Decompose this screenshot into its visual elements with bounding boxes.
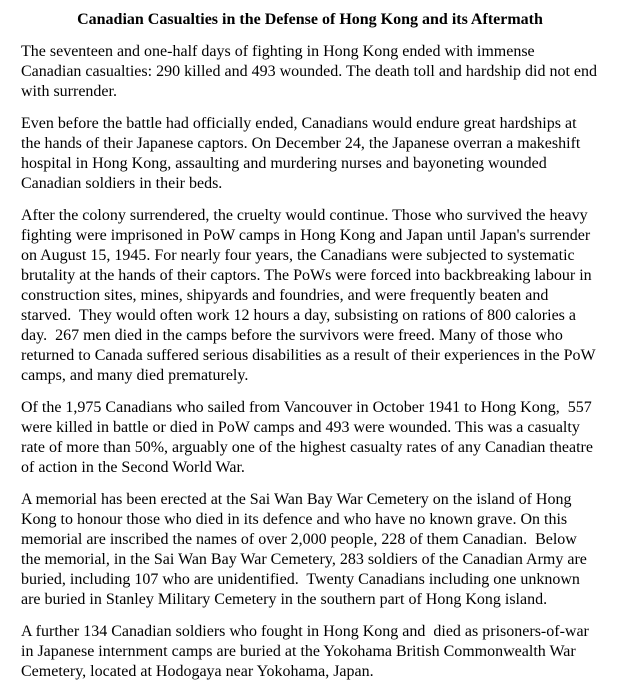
paragraph-hospital-atrocity: Even before the battle had officially ended, Canadians would endure great hardships at the hands of their Japanese captors. On December 24, the Japanese overran a makeshift hospital in Hong Kong, assaulting and murdering nurses and bayoneting wounded Canadian soldiers in their beds. (21, 115, 585, 192)
paragraph-casualty-rate: Of the 1,975 Canadians who sailed from Vancouver in October 1941 to Hong Kong, 557 were killed in battle or died in PoW camps and 493 were wounded. This was a casualty rate of more than 50%, arguably one of the highest casualty rates of any Canadian theatre of action in the Second World War. (21, 399, 597, 476)
paragraph-pow-camps: After the colony surrendered, the cruelty would continue. Those who survived the heavy fighting were imprisoned in PoW camps in Hong Kong and Japan until Japan's surrender on August 15, 1945. For nearly four years, the Canadians were subjected to systematic brutality at the hands of their captors. The PoWs were forced into backbreaking labour in construction sites, mines, shipyards and foundries, and were frequently beaten and starved. They would often work 12 hours a day, subsisting on rations of 800 calories a day. 267 men died in the camps before the survivors were freed. Many of those who returned to Canada suffered serious disabilities as a result of their experiences in the PoW camps, and many died prematurely. (21, 207, 600, 384)
paragraph-yokohama-cemetery: A further 134 Canadian soldiers who fought in Hong Kong and died as prisoners-of-war in Japanese internment camps are buried at the Yokohama British Commonwealth War Cemetery, located at Hodogaya near Yokohama, Japan. (21, 623, 593, 680)
paragraph-sai-wan-memorial: A memorial has been erected at the Sai Wan Bay War Cemetery on the island of Hong Kong to honour those who died in its defence and who have no known grave. On this memorial are inscribed the names of over 2,000 people, 228 of them Canadian. Below the memorial, in the Sai Wan Bay War Cemetery, 283 soldiers of the Canadian Army are buried, including 107 who are unidentified. Twenty Canadians including one unknown are buried in Stanley Military Cemetery in the southern part of Hong Kong island. (21, 491, 591, 608)
paragraph-casualty-summary: The seventeen and one-half days of fighting in Hong Kong ended with immense Canadian casualties: 290 killed and 493 wounded. The death toll and hardship did not end with surrender. (21, 43, 602, 100)
document-title: Canadian Casualties in the Defense of Hong Kong and its Aftermath (77, 11, 543, 28)
